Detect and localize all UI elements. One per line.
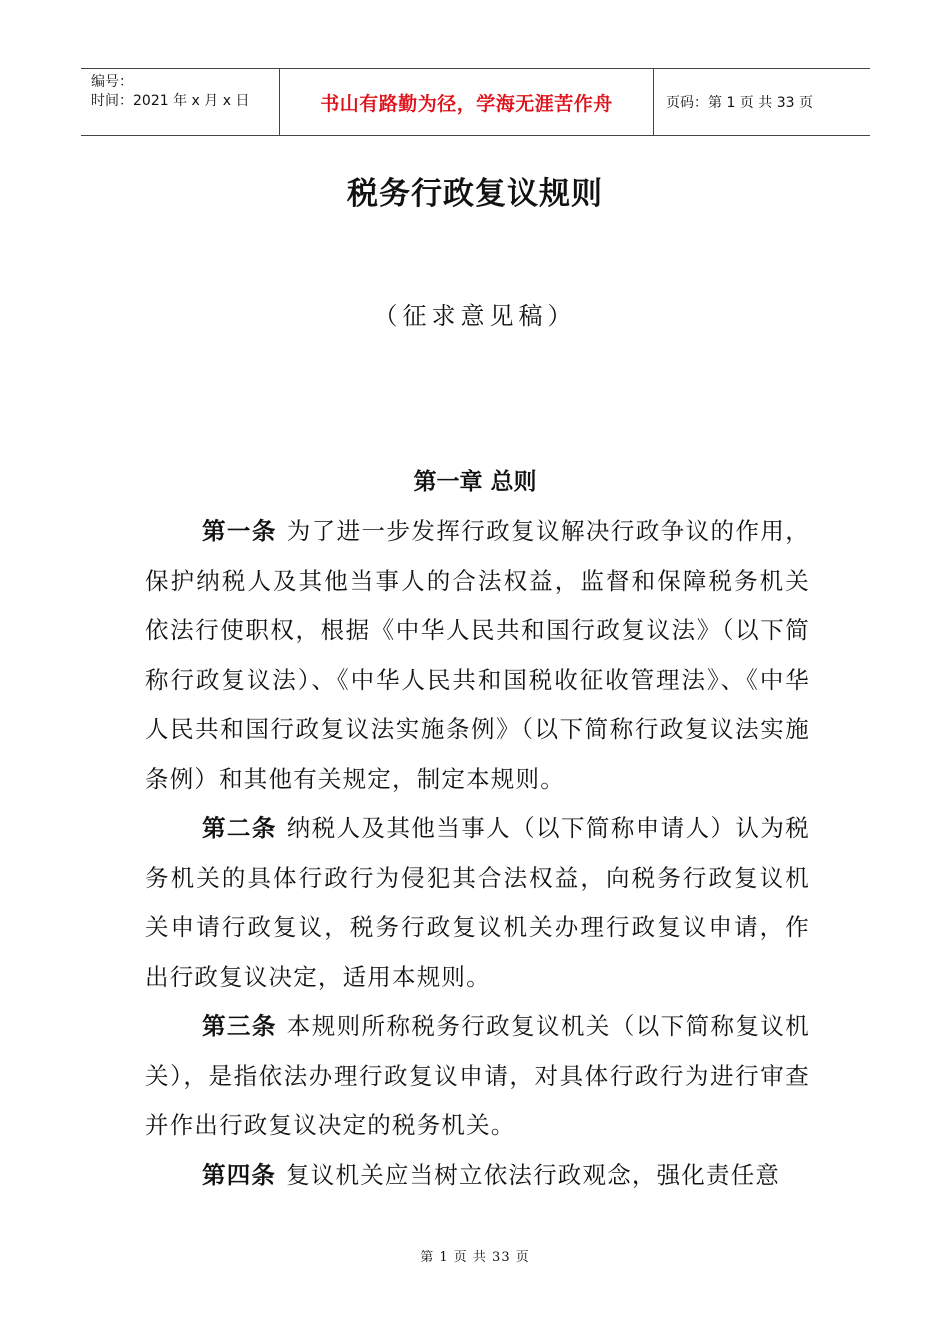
article-paragraph [145,1002,810,1151]
article-text: 复议机关应当树立依法行政观念，强化责任意 [286,1160,781,1189]
article-paragraph [145,1151,810,1201]
article-paragraph [145,507,810,804]
document-title: 税务行政复议规则 [347,176,603,212]
header-motto-cell [280,69,654,135]
article-text: 本规则所称税务行政复议机关（以下简称复议机关），是指依法办理行政复议申请，对具体行政行为进行审查并作出行政复议决定的税务机关。 [145,1012,810,1139]
article-text: 为了进一步发挥行政复议解决行政争议的作用，保护纳税人及其他当事人的合法权益，监督和保障税务机关依法行使职权，根据《中华人民共和国行政复议法》（以下简称行政复议法）、《中华人民共和国税收征收管理法》、《中华人民共和国行政复议法实施条例》（以下简称行政复议法实施条例）和其他有关规定，制定本规则。 [145,517,810,793]
article-label: 第四条 [202,1160,277,1189]
header-motto: 书山有路勤为径，学海无涯苦作舟 [320,92,613,115]
header-page-cell [654,69,870,135]
header-page-info: 页码：第 1 页 共 33 页 [666,95,813,111]
article-label: 第一条 [202,517,277,545]
article-label: 第二条 [202,814,277,842]
document-subtitle: （征求意见稿） [373,302,577,330]
chapter-heading: 第一章 总则 [413,469,537,495]
article-label: 第三条 [202,1012,277,1040]
header-meta-cell [81,69,280,135]
document-number-label: 编号： [91,74,133,90]
header-table [81,68,870,136]
article-paragraph [145,804,810,1002]
page-footer: 第 1 页 共 33 页 [420,1250,530,1265]
article-text: 纳税人及其他当事人（以下简称申请人）认为税务机关的具体行政行为侵犯其合法权益，向税务行政复议机关申请行政复议，税务行政复议机关办理行政复议申请，作出行政复议决定，适用本规则。 [145,814,810,991]
document-date: 时间：2021 年 x 月 x 日 [91,93,250,109]
document-body [145,507,810,1200]
